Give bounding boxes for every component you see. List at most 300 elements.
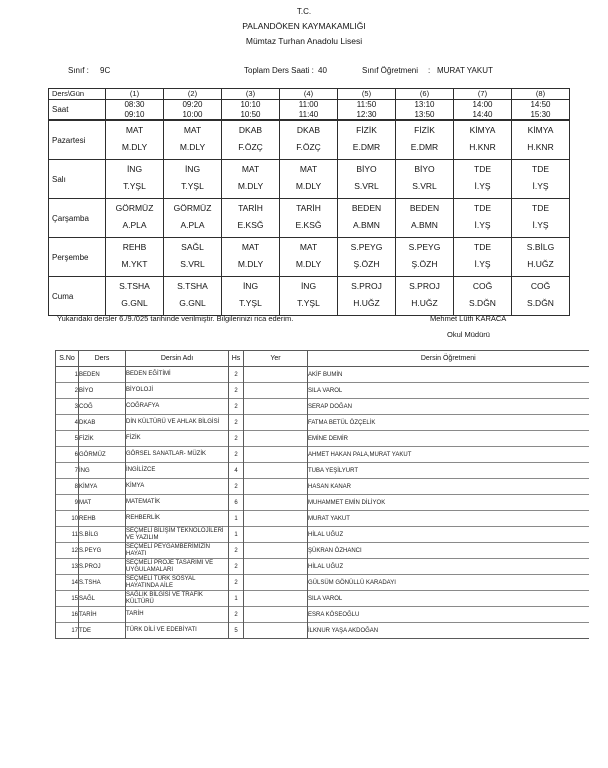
lesson-cell (338, 238, 396, 277)
table-row (56, 623, 589, 639)
period-time (512, 100, 570, 121)
lesson-teacher: A.BMN (353, 220, 380, 230)
lesson-subject: İNG (300, 281, 317, 291)
lesson-name: SEÇMELİ BİLİŞİM TEKNOLOJİLERİ VE YAZILIM (126, 527, 229, 543)
lesson-teacher: M.DLY (295, 181, 322, 191)
lesson-cell (396, 277, 454, 316)
lessons-table-header (56, 351, 589, 367)
lesson-hours: 2 (229, 431, 244, 447)
lesson-name: İNGİLİZCE (126, 463, 229, 479)
lesson-name: FİZİK (126, 431, 229, 447)
lesson-subject: COĞ (530, 281, 551, 291)
lesson-teacher-name: AHMET HAKAN PALA,MURAT YAKUT (308, 447, 589, 463)
lesson-subject: SAĞL (181, 242, 204, 252)
lesson-hours: 5 (229, 623, 244, 639)
lesson-teacher: M.DLY (179, 142, 206, 152)
lesson-teacher: F.ÖZÇ (296, 142, 321, 152)
table-row (56, 431, 589, 447)
day-label: Perşembe (49, 238, 106, 277)
lesson-teacher: İ.YŞ (474, 220, 491, 230)
lesson-teacher: T.YŞL (297, 298, 320, 308)
issued-note: Yukarıdaki dersler 6./9./025 tarihinde verilmiştir. Bilgilerinizi rica ederim. (57, 314, 294, 323)
day-row-thursday (49, 238, 570, 277)
table-row (56, 383, 589, 399)
lesson-teacher: İ.YŞ (532, 181, 549, 191)
period-end: 12:30 (356, 109, 377, 119)
table-row (56, 575, 589, 591)
lesson-cell (106, 277, 164, 316)
lesson-hours: 2 (229, 479, 244, 495)
lesson-hours: 2 (229, 399, 244, 415)
lesson-teacher: H.UĞZ (353, 298, 380, 308)
lesson-teacher: M.DLY (237, 181, 264, 191)
lesson-place (244, 495, 308, 511)
lesson-cell (396, 199, 454, 238)
lesson-code: S.PROJ (79, 559, 126, 575)
lesson-teacher: F.ÖZÇ (238, 142, 263, 152)
period-number: (1) (106, 89, 164, 100)
lesson-subject: REHB (122, 242, 147, 252)
lesson-place (244, 431, 308, 447)
lesson-place (244, 607, 308, 623)
lesson-hours: 2 (229, 575, 244, 591)
school-name: Mümtaz Turhan Anadolu Lisesi (245, 36, 363, 46)
class-teacher-value: MURAT YAKUT (437, 66, 493, 75)
lesson-hours: 2 (229, 559, 244, 575)
lesson-subject: S.BİLG (526, 242, 555, 252)
lesson-teacher: E.KSĞ (237, 220, 264, 230)
lesson-no: 2 (56, 383, 79, 399)
lesson-subject: BİYO (356, 164, 377, 174)
lesson-teacher: İ.YŞ (474, 259, 491, 269)
lesson-teacher: Ş.ÖZH (353, 259, 380, 269)
lesson-teacher: İ.YŞ (474, 181, 491, 191)
lesson-teacher: A.PLA (180, 220, 205, 230)
lesson-no: 12 (56, 543, 79, 559)
lesson-place (244, 575, 308, 591)
lesson-hours: 2 (229, 367, 244, 383)
table-row (56, 495, 589, 511)
period-time (280, 100, 338, 121)
table-row (56, 543, 589, 559)
lesson-subject: DKAB (238, 125, 263, 135)
lesson-cell (280, 277, 338, 316)
lesson-subject: İNG (126, 164, 143, 174)
period-number: (7) (454, 89, 512, 100)
lesson-cell (106, 238, 164, 277)
period-number: (2) (164, 89, 222, 100)
lesson-teacher: E.DMR (410, 142, 439, 152)
republic-header: T.C. (296, 7, 312, 16)
lesson-cell (164, 199, 222, 238)
lesson-subject: MAT (241, 242, 260, 252)
lesson-subject: GÖRMÜZ (173, 203, 212, 213)
lesson-hours: 1 (229, 527, 244, 543)
lesson-hours: 1 (229, 591, 244, 607)
principal-name: Mehmet Lütfi KARACA (430, 314, 507, 323)
lesson-code: S.TSHA (79, 575, 126, 591)
lesson-name: DİN KÜLTÜRÜ VE AHLAK BİLGİSİ (126, 415, 229, 431)
period-time-row (49, 100, 570, 121)
lesson-no: 6 (56, 447, 79, 463)
day-row-tuesday (49, 160, 570, 199)
period-start: 14:00 (472, 100, 493, 109)
lesson-teacher: S.VRL (354, 181, 379, 191)
period-end: 15:30 (530, 109, 551, 119)
period-start: 08:30 (124, 100, 145, 109)
lesson-cell (222, 160, 280, 199)
lesson-name: TÜRK DİLİ VE EDEBİYATI (126, 623, 229, 639)
day-row-monday (49, 120, 570, 160)
lesson-name: MATEMATİK (126, 495, 229, 511)
lesson-teacher: Ş.ÖZH (411, 259, 438, 269)
total-hours-value: 40 (318, 66, 327, 75)
lesson-no: 17 (56, 623, 79, 639)
lesson-teacher: T.YŞL (239, 298, 262, 308)
lesson-name: GÖRSEL SANATLAR- MÜZİK (126, 447, 229, 463)
lesson-cell (512, 199, 570, 238)
lesson-no: 4 (56, 415, 79, 431)
lesson-teacher: H.KNR (469, 142, 496, 152)
lesson-place (244, 543, 308, 559)
lesson-cell (454, 120, 512, 160)
period-time (222, 100, 280, 121)
lesson-name: REHBERLİK (126, 511, 229, 527)
lesson-cell (454, 277, 512, 316)
lesson-subject: GÖRMÜZ (115, 203, 154, 213)
lesson-teacher: M.DLY (295, 259, 322, 269)
table-row (56, 479, 589, 495)
lesson-teacher: T.YŞL (123, 181, 146, 191)
lesson-teacher-name: AKİF BUMİN (308, 367, 589, 383)
corner-days-label: Ders\Gün (49, 89, 106, 100)
lesson-teacher-name: ŞÜKRAN ÖZHANCI (308, 543, 589, 559)
period-start: 11:00 (298, 100, 319, 109)
lesson-code: BİYO (79, 383, 126, 399)
lesson-teacher: M.YKT (121, 259, 148, 269)
period-number: (4) (280, 89, 338, 100)
lesson-teacher: H.UĞZ (527, 259, 554, 269)
table-row (56, 367, 589, 383)
period-number: (8) (512, 89, 570, 100)
lesson-teacher-name: ESRA KÖSEOĞLU (308, 607, 589, 623)
lesson-code: SAĞL (79, 591, 126, 607)
day-label: Çarşamba (49, 199, 106, 238)
lesson-subject: BİYO (414, 164, 435, 174)
lesson-name: COĞRAFYA (126, 399, 229, 415)
lesson-teacher: G.GNL (121, 298, 148, 308)
lesson-no: 15 (56, 591, 79, 607)
lesson-cell (280, 120, 338, 160)
lesson-cell (164, 120, 222, 160)
table-row (56, 399, 589, 415)
lesson-subject: MAT (125, 125, 144, 135)
col-header-code: Ders (79, 351, 126, 367)
lesson-hours: 2 (229, 415, 244, 431)
lesson-name: SAĞLIK BİLGİSİ VE TRAFİK KÜLTÜRÜ (126, 591, 229, 607)
lesson-cell (512, 238, 570, 277)
lesson-name: SEÇMELİ PROJE TASARIMI VE UYGULAMALARI (126, 559, 229, 575)
lesson-teacher-name: HASAN KANAR (308, 479, 589, 495)
class-label: Sınıf : (68, 66, 89, 75)
period-start: 14:50 (530, 100, 551, 109)
lesson-teacher-name: EMİNE DEMİR (308, 431, 589, 447)
lesson-teacher: M.DLY (237, 259, 264, 269)
lesson-name: BİYOLOJİ (126, 383, 229, 399)
lesson-teacher: S.DĞN (527, 298, 554, 308)
lesson-code: S.PEYG (79, 543, 126, 559)
lesson-code: DKAB (79, 415, 126, 431)
lesson-cell (454, 199, 512, 238)
day-label: Cuma (49, 277, 106, 316)
period-number: (6) (396, 89, 454, 100)
lesson-subject: S.PROJ (351, 281, 382, 291)
lesson-name: SEÇMELİ PEYGAMBERİMİZİN HAYATI (126, 543, 229, 559)
lesson-no: 5 (56, 431, 79, 447)
lesson-code: TDE (79, 623, 126, 639)
lesson-subject: BEDEN (351, 203, 382, 213)
lesson-teacher-name: GÜLSÜM GÖNÜLLÜ KARADAYI (308, 575, 589, 591)
col-header-hours: Hs (229, 351, 244, 367)
lesson-subject: COĞ (472, 281, 493, 291)
lesson-subject: TDE (474, 203, 491, 213)
lesson-teacher: E.KSĞ (295, 220, 322, 230)
lesson-cell (106, 199, 164, 238)
weekly-timetable (48, 88, 570, 316)
period-start: 13:10 (414, 100, 435, 109)
lesson-hours: 2 (229, 383, 244, 399)
lesson-cell (222, 238, 280, 277)
lesson-subject: TDE (532, 164, 549, 174)
lesson-cell (164, 277, 222, 316)
lesson-place (244, 559, 308, 575)
lesson-cell (338, 120, 396, 160)
lesson-subject: KİMYA (527, 125, 554, 135)
lesson-teacher: M.DLY (121, 142, 148, 152)
lesson-cell (222, 277, 280, 316)
lesson-cell (338, 160, 396, 199)
lesson-teacher-name: SILA VAROL (308, 591, 589, 607)
lesson-teacher-name: İLKNUR YAŞA AKDOĞAN (308, 623, 589, 639)
lesson-subject: FİZİK (414, 125, 435, 135)
lesson-no: 11 (56, 527, 79, 543)
lesson-cell (396, 238, 454, 277)
lesson-cell (280, 238, 338, 277)
lesson-code: MAT (79, 495, 126, 511)
table-row (56, 591, 589, 607)
lesson-cell (106, 160, 164, 199)
period-end: 14:40 (472, 109, 493, 119)
lesson-name: KİMYA (126, 479, 229, 495)
day-label: Pazartesi (49, 120, 106, 160)
lesson-teacher: A.PLA (122, 220, 147, 230)
lesson-cell (454, 160, 512, 199)
lesson-cell (512, 120, 570, 160)
lesson-subject: TDE (474, 164, 491, 174)
lesson-cell (106, 120, 164, 160)
col-header-place: Yer (244, 351, 308, 367)
period-end: 10:00 (182, 109, 203, 119)
lesson-teacher-name: HİLAL UĞUZ (308, 559, 589, 575)
period-end: 10:50 (240, 109, 261, 119)
lesson-cell (280, 199, 338, 238)
lesson-place (244, 527, 308, 543)
lesson-subject: S.TSHA (119, 281, 150, 291)
lesson-subject: TDE (474, 242, 491, 252)
lesson-code: S.BİLG (79, 527, 126, 543)
lesson-cell (512, 277, 570, 316)
lesson-hours: 1 (229, 511, 244, 527)
lesson-code: İNG (79, 463, 126, 479)
lesson-no: 9 (56, 495, 79, 511)
lesson-subject: DKAB (296, 125, 321, 135)
lesson-teacher: A.BMN (411, 220, 438, 230)
period-time (164, 100, 222, 121)
lesson-no: 14 (56, 575, 79, 591)
period-start: 09:20 (182, 100, 203, 109)
lesson-subject: TDE (532, 203, 549, 213)
lesson-place (244, 463, 308, 479)
lesson-place (244, 399, 308, 415)
lesson-cell (338, 199, 396, 238)
lesson-subject: TARİH (296, 203, 321, 213)
lesson-teacher: T.YŞL (181, 181, 204, 191)
period-time (338, 100, 396, 121)
district-header: PALANDÖKEN KAYMAKAMLIĞI (242, 21, 366, 31)
table-row (56, 527, 589, 543)
lesson-subject: MAT (183, 125, 202, 135)
lesson-teacher: S.VRL (180, 259, 205, 269)
lesson-hours: 4 (229, 463, 244, 479)
lesson-place (244, 591, 308, 607)
lesson-cell (280, 160, 338, 199)
lesson-teacher-name: SERAP DOĞAN (308, 399, 589, 415)
lesson-cell (338, 277, 396, 316)
lesson-subject: İNG (242, 281, 259, 291)
lesson-no: 13 (56, 559, 79, 575)
table-row (56, 463, 589, 479)
table-row (56, 511, 589, 527)
lesson-subject: MAT (299, 164, 318, 174)
lesson-place (244, 511, 308, 527)
lesson-place (244, 479, 308, 495)
lesson-cell (164, 160, 222, 199)
lesson-cell (222, 199, 280, 238)
lesson-no: 16 (56, 607, 79, 623)
day-label: Salı (49, 160, 106, 199)
lesson-subject: İNG (184, 164, 201, 174)
table-row (56, 559, 589, 575)
table-row (56, 415, 589, 431)
class-teacher-label: Sınıf Öğretmeni (362, 66, 419, 75)
lesson-teacher: S.DĞN (469, 298, 496, 308)
lesson-code: BEDEN (79, 367, 126, 383)
period-number: (3) (222, 89, 280, 100)
lesson-name: SEÇMELİ TÜRK SOSYAL HAYATINDA AİLE (126, 575, 229, 591)
lesson-hours: 2 (229, 447, 244, 463)
lesson-subject: MAT (241, 164, 260, 174)
lesson-teacher: H.UĞZ (411, 298, 438, 308)
lesson-name: BEDEN EĞİTİMİ (126, 367, 229, 383)
period-end: 09:10 (124, 109, 145, 119)
lesson-cell (512, 160, 570, 199)
period-start: 11:50 (356, 100, 377, 109)
period-number: (5) (338, 89, 396, 100)
lesson-no: 8 (56, 479, 79, 495)
table-row (56, 447, 589, 463)
lesson-subject: KİMYA (469, 125, 496, 135)
lesson-cell (454, 238, 512, 277)
lessons-table (55, 350, 589, 639)
lesson-teacher: S.VRL (412, 181, 437, 191)
day-row-friday (49, 277, 570, 316)
lesson-subject: TARİH (238, 203, 263, 213)
lesson-subject: BEDEN (409, 203, 440, 213)
day-row-wednesday (49, 199, 570, 238)
lesson-no: 1 (56, 367, 79, 383)
lesson-subject: S.TSHA (177, 281, 208, 291)
lesson-code: REHB (79, 511, 126, 527)
lesson-code: COĞ (79, 399, 126, 415)
col-header-no: S.No (56, 351, 79, 367)
total-hours-label: Toplam Ders Saati : (244, 66, 314, 75)
lesson-code: KİMYA (79, 479, 126, 495)
lesson-teacher: G.GNL (179, 298, 206, 308)
lesson-teacher-name: HİLAL UĞUZ (308, 527, 589, 543)
lesson-hours: 2 (229, 607, 244, 623)
lesson-teacher-name: FATMA BETÜL ÖZÇELİK (308, 415, 589, 431)
lesson-subject: S.PROJ (409, 281, 440, 291)
lesson-teacher-name: MUHAMMET EMİN DİLİYOK (308, 495, 589, 511)
period-time (396, 100, 454, 121)
class-value: 9C (100, 66, 111, 75)
lesson-teacher: İ.YŞ (532, 220, 549, 230)
lesson-place (244, 623, 308, 639)
period-end: 11:40 (298, 109, 319, 119)
table-row (56, 607, 589, 623)
lesson-hours: 6 (229, 495, 244, 511)
lesson-hours: 2 (229, 543, 244, 559)
lesson-subject: S.PEYG (350, 242, 383, 252)
lesson-no: 7 (56, 463, 79, 479)
lesson-code: FİZİK (79, 431, 126, 447)
period-start: 10:10 (240, 100, 261, 109)
lesson-no: 3 (56, 399, 79, 415)
lesson-teacher-name: SILA VAROL (308, 383, 589, 399)
lesson-teacher: H.KNR (527, 142, 554, 152)
lesson-code: TARİH (79, 607, 126, 623)
lesson-teacher-name: TUBA YEŞİLYURT (308, 463, 589, 479)
lesson-cell (222, 120, 280, 160)
lesson-code: GÖRMÜZ (79, 447, 126, 463)
lesson-subject: S.PEYG (408, 242, 441, 252)
lesson-name: TARİH (126, 607, 229, 623)
lesson-cell (396, 160, 454, 199)
period-end: 13:50 (414, 109, 435, 119)
corner-time-label: Saat (49, 100, 106, 121)
period-number-row (49, 89, 570, 100)
lesson-subject: FİZİK (356, 125, 377, 135)
lesson-teacher: E.DMR (352, 142, 381, 152)
lesson-cell (164, 238, 222, 277)
lesson-place (244, 447, 308, 463)
col-header-teacher: Dersin Öğretmeni (308, 351, 589, 367)
principal-title: Okul Müdürü (447, 330, 490, 339)
col-header-name: Dersin Adı (126, 351, 229, 367)
lesson-place (244, 367, 308, 383)
period-time (106, 100, 164, 121)
lesson-cell (396, 120, 454, 160)
